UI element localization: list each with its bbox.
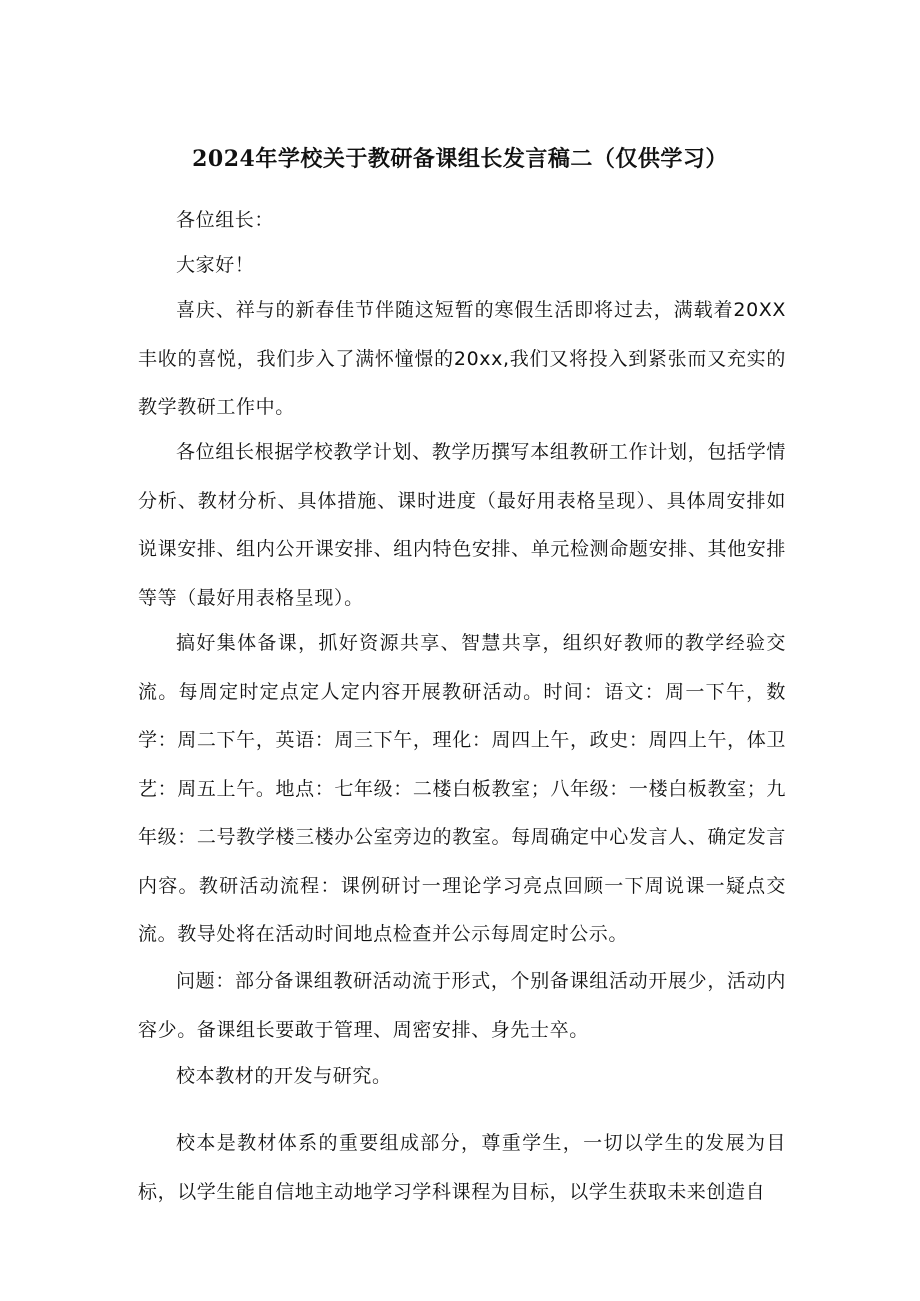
paragraph-problems: 问题：部分备课组教研活动流于形式，个别备课组活动开展少，活动内容少。备课组长要敢于管理、周密安排、身先士卒。 — [138, 970, 786, 1041]
paragraph-collective-lesson-prep: 搞好集体备课，抓好资源共享、智慧共享，组织好教师的教学经验交流。每周定时定点定人定内容开展教研活动。时间：语文：周一下午，数学：周二下午，英语：周三下午，理化：周四上午，政史：周四上午，体卫艺：周五上午。地点：七年级：二楼白板教室；八年级：一楼白板教室；九年级：二号教学楼三楼办公室旁边的教室。每周确定中心发言人、确定发言内容。教研活动流程：课例研讨一理论学习亮点回顾一下周说课一疑点交流。教导处将在活动时间地点检查并公示每周定时公示。 — [138, 632, 786, 945]
paragraph-opening: 喜庆、祥与的新春佳节伴随这短暂的寒假生活即将过去，满载着20XX丰收的喜悦，我们步入了满怀憧憬的20xx,我们又将投入到紧张而又充实的教学教研工作中。 — [138, 299, 786, 418]
paragraph-work-plan: 各位组长根据学校教学计划、教学历撰写本组教研工作计划，包括学情分析、教材分析、具体措施、课时进度（最好用表格呈现）、具体周安排如说课安排、组内公开课安排、组内特色安排、单元检测命题安排、其他安排等等（最好用表格呈现）。 — [138, 441, 786, 609]
paragraph-school-materials-heading: 校本教材的开发与研究。 — [176, 1065, 392, 1087]
salutation: 各位组长： — [176, 209, 275, 231]
paragraph-school-materials: 校本是教材体系的重要组成部分，尊重学生，一切以学生的发展为目标，以学生能自信地主动地学习学科课程为目标，以学生获取未来创造自 — [138, 1132, 786, 1203]
greeting: 大家好！ — [176, 254, 255, 276]
document-title: 2024年学校关于教研备课组长发言稿二（仅供学习） — [192, 146, 728, 172]
